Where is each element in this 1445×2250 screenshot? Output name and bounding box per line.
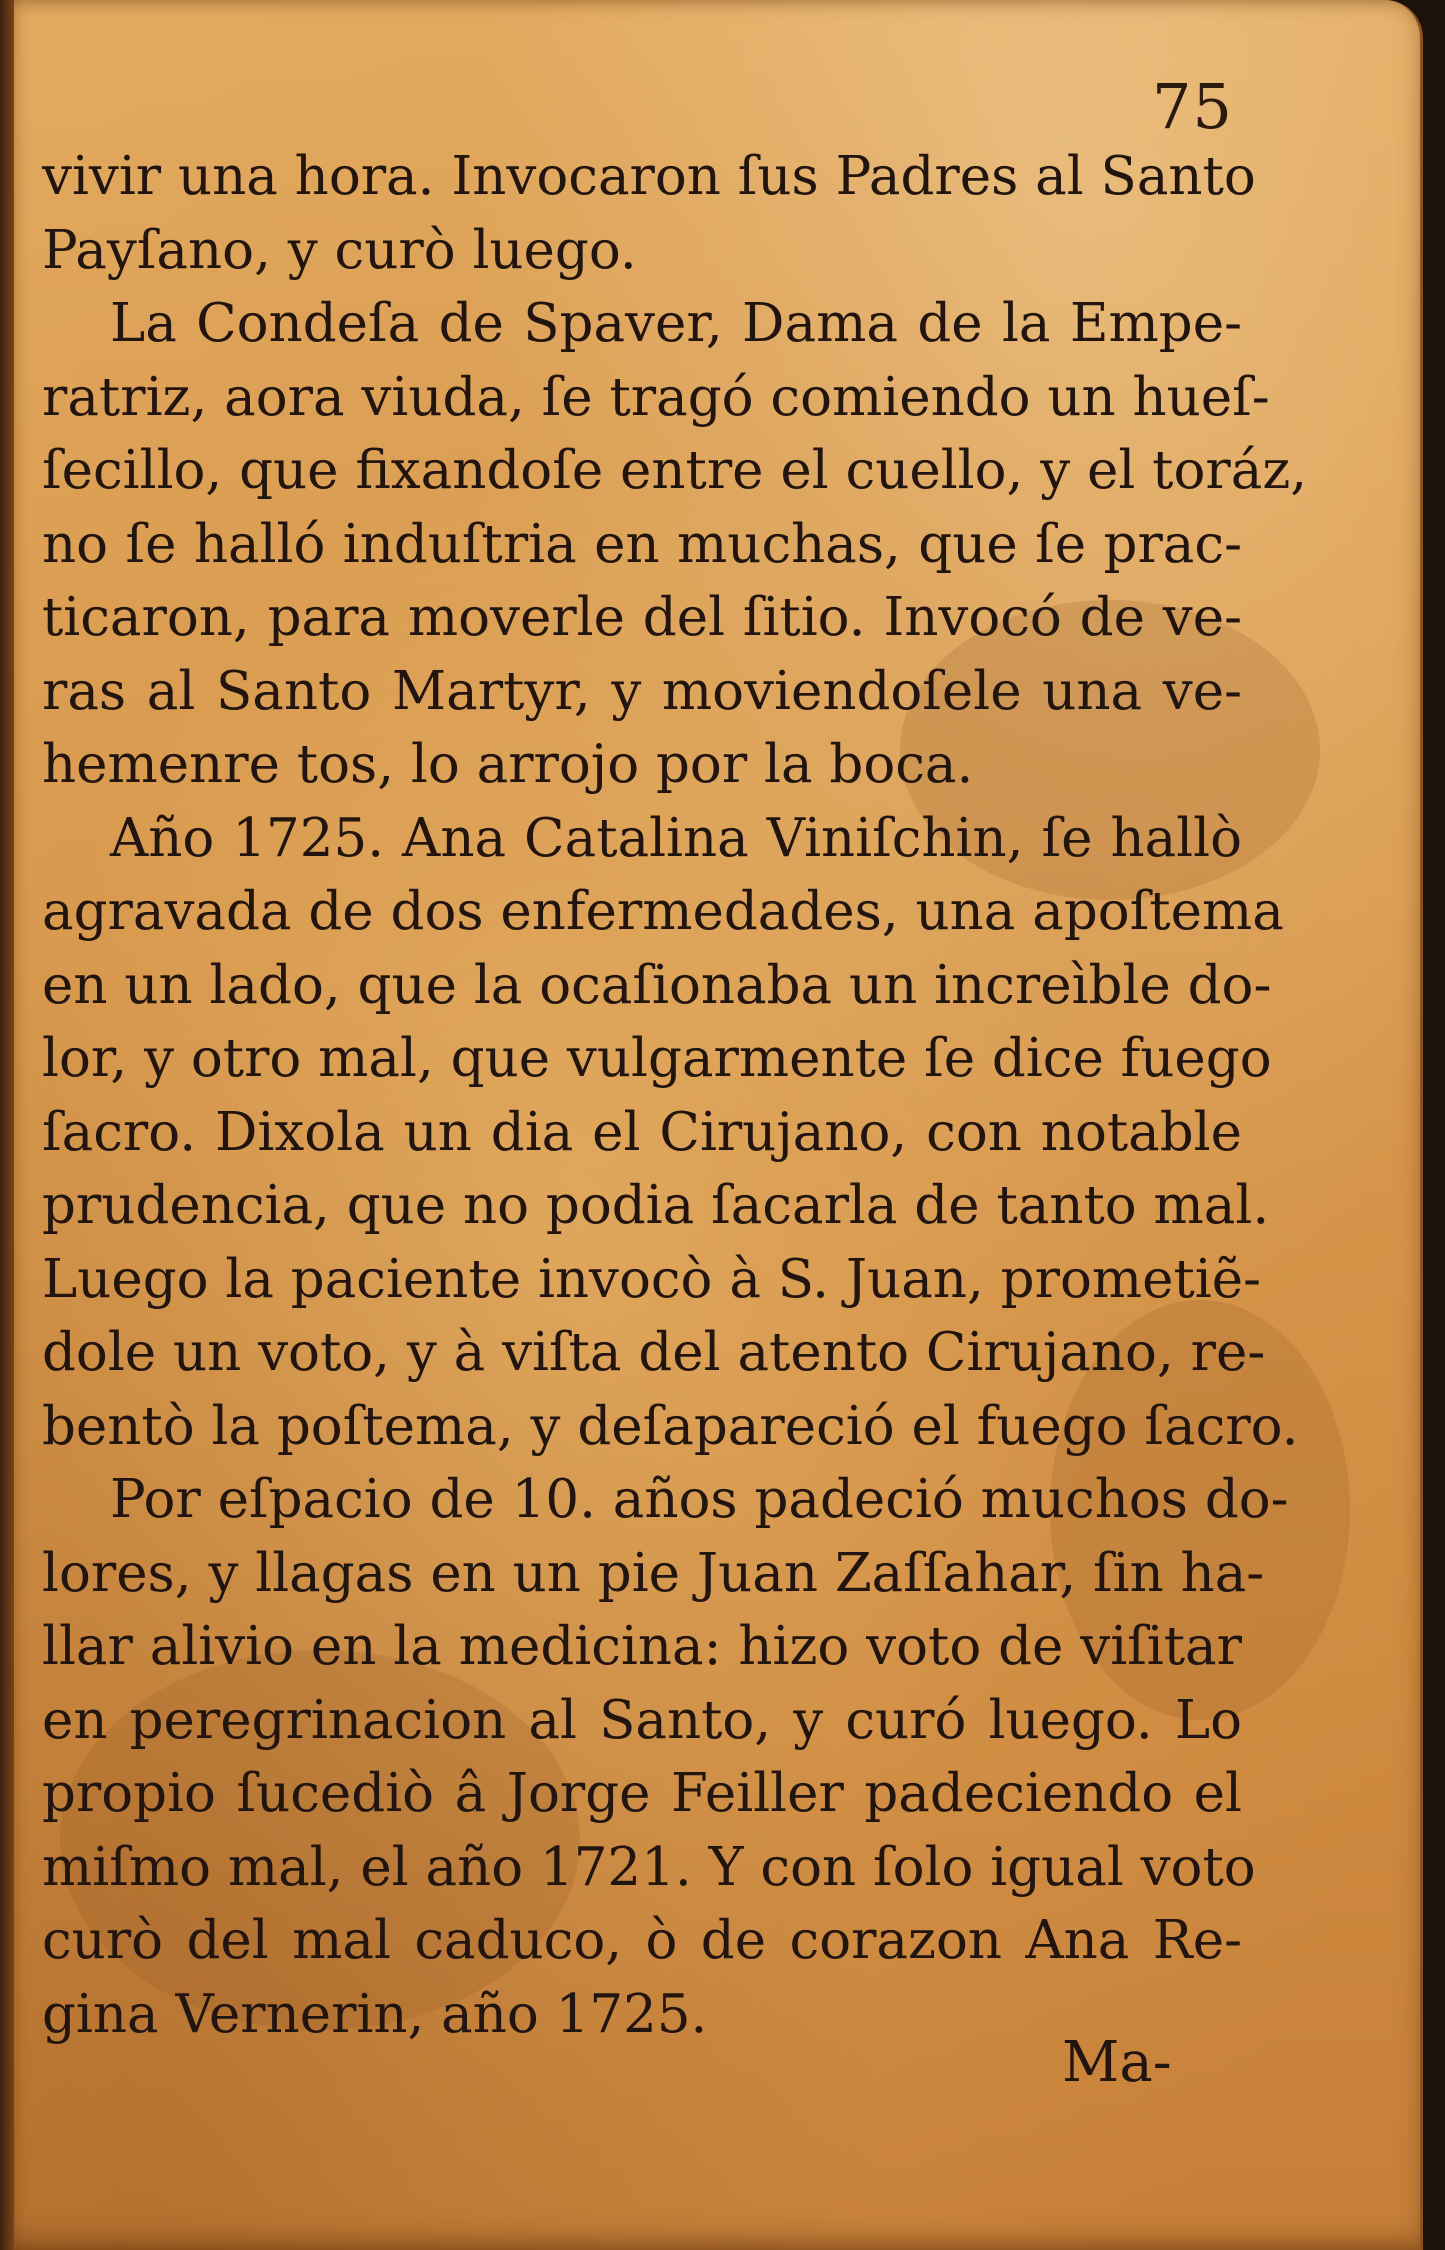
text-line: ras al Santo Martyr, y moviendoſele una ve- — [42, 660, 1242, 722]
text-line: hemenre tos, lo arrojo por la boca. — [42, 734, 974, 795]
text-line: agravada de dos enfermedades, una apoſtema — [42, 881, 1284, 942]
text-line: prudencia, que no podia ſacarla de tanto mal. — [42, 1175, 1270, 1236]
text-line: miſmo mal, el año 1721. Y con ſolo igual voto — [42, 1836, 1256, 1898]
page-number: 75 — [1152, 70, 1233, 143]
text-line: ſacro. Dixola un dia el Cirujano, con notable — [42, 1101, 1242, 1163]
book-spine-edge — [0, 0, 14, 2250]
text-line: curò del mal caduco, ò de corazon Ana Re- — [42, 1910, 1242, 1971]
text-line: lor, y otro mal, que vulgarmente ſe dice fuego — [42, 1028, 1272, 1089]
text-line: ratriz, aora viuda, ſe tragó comiendo un hueſ- — [42, 366, 1270, 428]
text-line: bentò la poſtema, y deſapareció el fuego ſacro. — [42, 1395, 1299, 1457]
text-line: Por eſpacio de 10. años padeció muchos do- — [110, 1469, 1289, 1530]
body-text — [42, 140, 1308, 2051]
text-line: ſecillo, que fixandoſe entre el cuello, y el toráz, — [42, 440, 1308, 501]
text-line: dole un voto, y à viſta del atento Cirujano, re- — [42, 1322, 1266, 1383]
text-line: no ſe halló induſtria en muchas, que ſe prac- — [42, 513, 1242, 575]
text-line: en peregrinacion al Santo, y curó luego. Lo — [42, 1689, 1242, 1751]
text-line: vivir una hora. Invocaron ſus Padres al Santo — [42, 146, 1256, 207]
text-line: propio ſucediò â Jorge Feiller padeciendo el — [42, 1763, 1242, 1824]
text-line: Payſano, y curò luego. — [42, 219, 637, 281]
text-line: Luego la paciente invocò à S. Juan, prometiẽ- — [42, 1248, 1261, 1310]
text-line: ticaron, para moverle del ſitio. Invocó de ve- — [42, 587, 1242, 648]
text-line: gina Vernerin, año 1725. — [42, 1983, 708, 2045]
text-line: llar alivio en la medicina: hizo voto de viſitar — [42, 1616, 1242, 1677]
text-line: en un lado, que la ocaſionaba un increìble do- — [42, 954, 1272, 1016]
text-line: lores, y llagas en un pie Juan Zaſſahar, ſin ha- — [42, 1542, 1265, 1604]
catchword: Ma- — [1062, 2030, 1172, 2095]
text-line: Año 1725. Ana Catalina Viniſchin, ſe hallò — [110, 807, 1242, 869]
text-line: La Condeſa de Spaver, Dama de la Empe- — [110, 293, 1242, 354]
